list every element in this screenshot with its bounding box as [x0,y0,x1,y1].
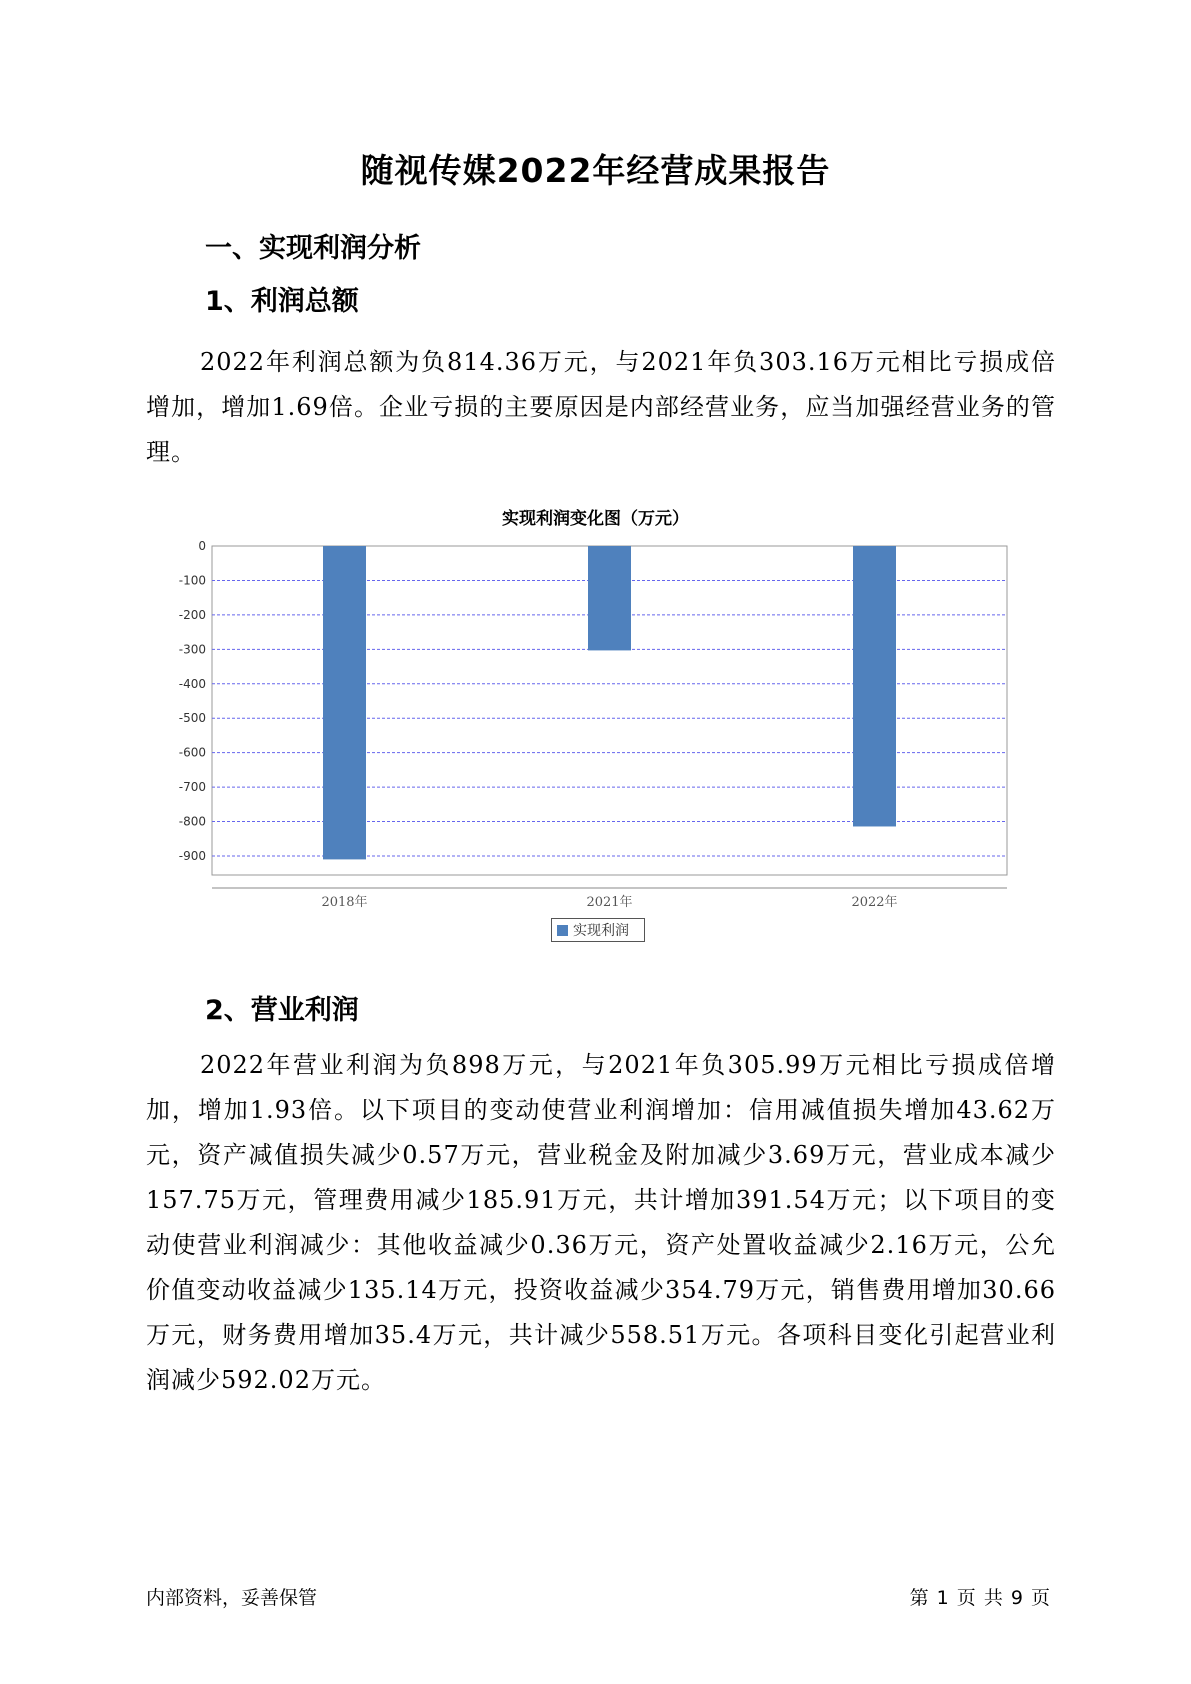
y-tick-label: -100 [178,573,206,588]
subsection-heading-total-profit: 1、利润总额 [205,286,359,317]
y-tick-label: -300 [178,642,206,657]
y-tick-label: -700 [178,780,206,795]
y-tick-label: 0 [198,539,206,553]
x-tick-label: 2018年 [321,895,368,910]
paragraph-total-profit: 2022年利润总额为负814.36万元，与2021年负303.16万元相比亏损成倍增加，增加1.69倍。企业亏损的主要原因是内部经营业务，应当加强经营业务的管理。 [146,348,1056,466]
section-heading-profit-analysis: 一、实现利润分析 [205,233,421,264]
legend-label: 实现利润 [573,923,629,939]
footer-confidential-note: 内部资料，妥善保管 [146,1587,318,1609]
y-tick-label: -400 [178,676,206,691]
y-tick-label: -500 [178,711,206,726]
x-tick-label: 2021年 [586,895,633,910]
y-tick-label: -200 [178,607,206,622]
chart-legend [551,918,645,942]
paragraph-operating-profit: 2022年营业利润为负898万元，与2021年负305.99万元相比亏损成倍增加，增加1.93倍。以下项目的变动使营业利润增加：信用减值损失增加43.62万元，资产减值损失减少0.57万元，营业税金及附加减少3.69万元，营业成本减少157.75万元，管理费用减少185.91万元，共计增加391.54万元；以下项目的变动使营业利润减少：其他收益减少0.36万元，资产处置收益减少2.16万元，公允价值变动收益减少135.14万元，投资收益减少354.79万元，销售费用增加30.66万元，财务费用增加35.4万元，共计减少558.51万元。各项科目变化引起营业利润减少592.02万元。 [146,1051,1056,1394]
y-tick-label: -900 [178,848,206,863]
x-tick-label: 2022年 [851,895,898,910]
chart-title: 实现利润变化图（万元） [502,509,689,529]
bar [323,546,366,859]
y-tick-label: -600 [178,745,206,760]
footer-page-number: 第 1 页 共 9 页 [909,1587,1051,1609]
y-tick-label: -800 [178,814,206,829]
document-title: 随视传媒2022年经营成果报告 [360,151,831,190]
bar [853,546,896,826]
subsection-heading-operating-profit: 2、营业利润 [205,995,359,1026]
bar [588,546,631,650]
legend-swatch [557,925,568,936]
